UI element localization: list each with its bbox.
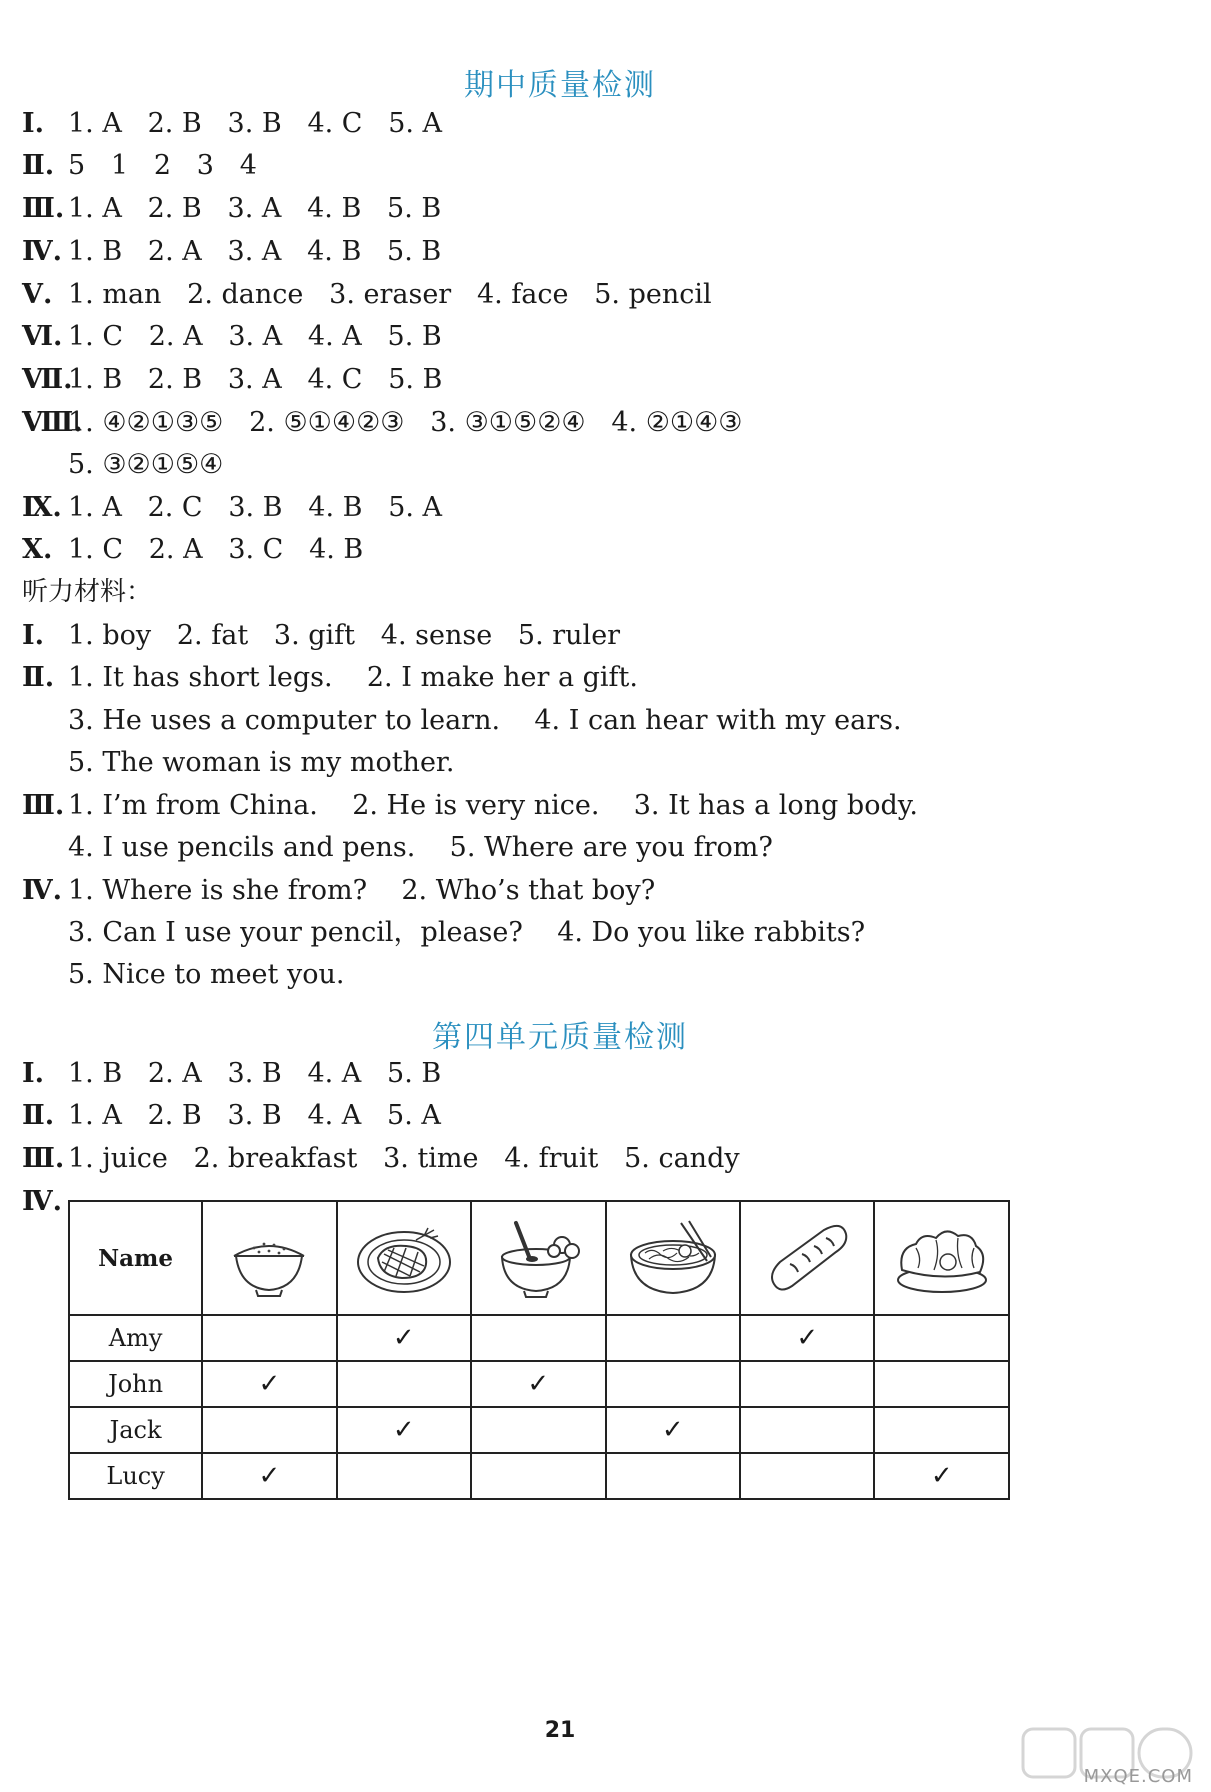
listening-line	[22, 792, 918, 819]
steak-icon	[354, 1218, 454, 1298]
answer-line	[22, 238, 441, 265]
listening-line	[22, 664, 638, 691]
check-cell	[874, 1361, 1009, 1407]
check-cell	[471, 1315, 605, 1361]
check-cell	[471, 1453, 605, 1499]
rice-icon	[224, 1218, 314, 1298]
check-cell	[202, 1407, 336, 1453]
answer-text: 1. A 2. B 3. B 4. A 5. A	[68, 1100, 441, 1131]
answer-text: 1. man 2. dance 3. eraser 4. face 5. pencil	[68, 279, 712, 310]
answer-line	[22, 1188, 68, 1215]
name-header: Name	[69, 1201, 202, 1315]
question-number: Ⅳ.	[22, 1186, 63, 1217]
checkmark-icon: ✓	[258, 1369, 281, 1399]
check-cell	[202, 1315, 336, 1361]
soup-column	[471, 1201, 605, 1315]
answer-text: 1. C 2. A 3. C 4. B	[68, 534, 364, 565]
check-cell	[337, 1361, 472, 1407]
table-row	[69, 1361, 1009, 1407]
question-number: Ⅱ.	[22, 150, 55, 181]
answer-line	[22, 1102, 441, 1129]
listening-title: 听力材料：	[22, 577, 153, 607]
checkmark-icon: ✓	[392, 1415, 415, 1445]
check-cell	[337, 1315, 472, 1361]
answer-text: 1. B 2. A 3. B 4. A 5. B	[68, 1058, 442, 1089]
student-name: Amy	[69, 1315, 202, 1361]
listening-line	[22, 749, 454, 776]
question-number: Ⅷ.	[22, 407, 83, 438]
food-table	[68, 1200, 1010, 1500]
listening-line	[22, 961, 344, 988]
checkmark-icon: ✓	[661, 1415, 684, 1445]
noodles-column	[606, 1201, 741, 1315]
listening-line	[22, 707, 902, 734]
checkmark-icon: ✓	[527, 1369, 550, 1399]
check-cell	[740, 1315, 874, 1361]
answer-line	[22, 281, 712, 308]
check-cell	[874, 1453, 1009, 1499]
table-header-row	[69, 1201, 1009, 1315]
watermark-url: MXQE.COM	[1083, 1766, 1193, 1787]
unit4-title: 第四单元质量检测	[432, 1020, 688, 1055]
answer-text: 1. B 2. A 3. A 4. B 5. B	[68, 236, 442, 267]
check-cell	[337, 1407, 472, 1453]
midterm-title: 期中质量检测	[464, 68, 656, 103]
question-number: Ⅲ.	[22, 790, 65, 821]
answer-text: 1. C 2. A 3. A 4. A 5. B	[68, 321, 442, 352]
listening-line	[22, 919, 865, 946]
listening-text: 5. The woman is my mother.	[68, 747, 455, 778]
rice-column	[202, 1201, 336, 1315]
answer-line	[22, 366, 442, 393]
listening-text: 3. He uses a computer to learn. 4. I can hear with my ears.	[68, 705, 902, 736]
answer-line	[22, 152, 257, 179]
check-cell	[740, 1361, 874, 1407]
question-number: Ⅸ.	[22, 492, 62, 523]
student-name: Jack	[69, 1407, 202, 1453]
listening-text: 1. Where is she from? 2. Who’s that boy?	[68, 875, 656, 906]
check-cell	[740, 1407, 874, 1453]
answer-line	[22, 494, 442, 521]
check-cell	[740, 1453, 874, 1499]
listening-text: 1. I’m from China. 2. He is very nice. 3. It has a long body.	[68, 790, 918, 821]
question-number: Ⅰ.	[22, 620, 45, 651]
table-row	[69, 1453, 1009, 1499]
answer-text: 5 1 2 3 4	[68, 150, 257, 181]
checkmark-icon: ✓	[392, 1323, 415, 1353]
student-name: Lucy	[69, 1453, 202, 1499]
listening-line	[22, 834, 773, 861]
answer-text: 1. ④②①③⑤ 2. ⑤①④②③ 3. ③①⑤②④ 4. ②①④③	[68, 407, 743, 438]
question-number: Ⅲ.	[22, 193, 65, 224]
question-number: Ⅳ.	[22, 236, 63, 267]
answer-line	[22, 110, 442, 137]
check-cell	[874, 1407, 1009, 1453]
soup-icon	[490, 1217, 586, 1299]
answer-line	[22, 536, 363, 563]
table-row	[69, 1407, 1009, 1453]
question-number: Ⅳ.	[22, 875, 63, 906]
checkmark-icon: ✓	[258, 1461, 281, 1491]
bread-icon	[762, 1218, 852, 1298]
question-number: Ⅱ.	[22, 662, 55, 693]
listening-text: 4. I use pencils and pens. 5. Where are you from?	[68, 832, 773, 863]
check-cell	[471, 1407, 605, 1453]
answer-line	[22, 323, 442, 350]
listening-text: 1. boy 2. fat 3. gift 4. sense 5. ruler	[68, 620, 621, 651]
checkmark-icon: ✓	[796, 1323, 819, 1353]
answer-text: 1. A 2. B 3. B 4. C 5. A	[68, 108, 443, 139]
salad-column	[874, 1201, 1009, 1315]
check-cell	[606, 1453, 741, 1499]
answer-text: 1. A 2. B 3. A 4. B 5. B	[68, 193, 442, 224]
question-number: Ⅶ.	[22, 364, 73, 395]
steak-column	[337, 1201, 472, 1315]
question-number: Ⅲ.	[22, 1143, 65, 1174]
check-cell	[874, 1315, 1009, 1361]
salad-icon	[892, 1218, 992, 1298]
listening-line	[22, 877, 655, 904]
check-cell	[471, 1361, 605, 1407]
listening-line	[22, 622, 620, 649]
bread-column	[740, 1201, 874, 1315]
check-cell	[337, 1453, 472, 1499]
answer-line	[22, 1145, 740, 1172]
check-cell	[606, 1315, 741, 1361]
listening-text: 5. Nice to meet you.	[68, 959, 345, 990]
question-number: Ⅹ.	[22, 534, 53, 565]
listening-text: 3. Can I use your pencil，please? 4. Do you like rabbits?	[68, 917, 866, 948]
answer-text: 1. A 2. C 3. B 4. B 5. A	[68, 492, 443, 523]
student-name: John	[69, 1361, 202, 1407]
listening-text: 1. It has short legs. 2. I make her a gift.	[68, 662, 638, 693]
answer-text: 5. ③②①⑤④	[68, 449, 224, 480]
answer-text: 1. B 2. B 3. A 4. C 5. B	[68, 364, 443, 395]
answer-text: 1. juice 2. breakfast 3. time 4. fruit 5. candy	[68, 1143, 740, 1174]
page-number: 21	[544, 1718, 576, 1743]
checkmark-icon: ✓	[930, 1461, 953, 1491]
answer-line	[22, 451, 223, 478]
check-cell	[202, 1361, 336, 1407]
question-number: Ⅰ.	[22, 1058, 45, 1089]
question-number: Ⅱ.	[22, 1100, 55, 1131]
noodles-icon	[623, 1217, 723, 1299]
question-number: Ⅰ.	[22, 108, 45, 139]
check-cell	[606, 1407, 741, 1453]
answer-line	[22, 195, 441, 222]
check-cell	[606, 1361, 741, 1407]
answer-line	[22, 1060, 441, 1087]
question-number: Ⅴ.	[22, 279, 53, 310]
question-number: Ⅵ.	[22, 321, 63, 352]
table-row	[69, 1315, 1009, 1361]
check-cell	[202, 1453, 336, 1499]
answer-line	[22, 409, 743, 436]
